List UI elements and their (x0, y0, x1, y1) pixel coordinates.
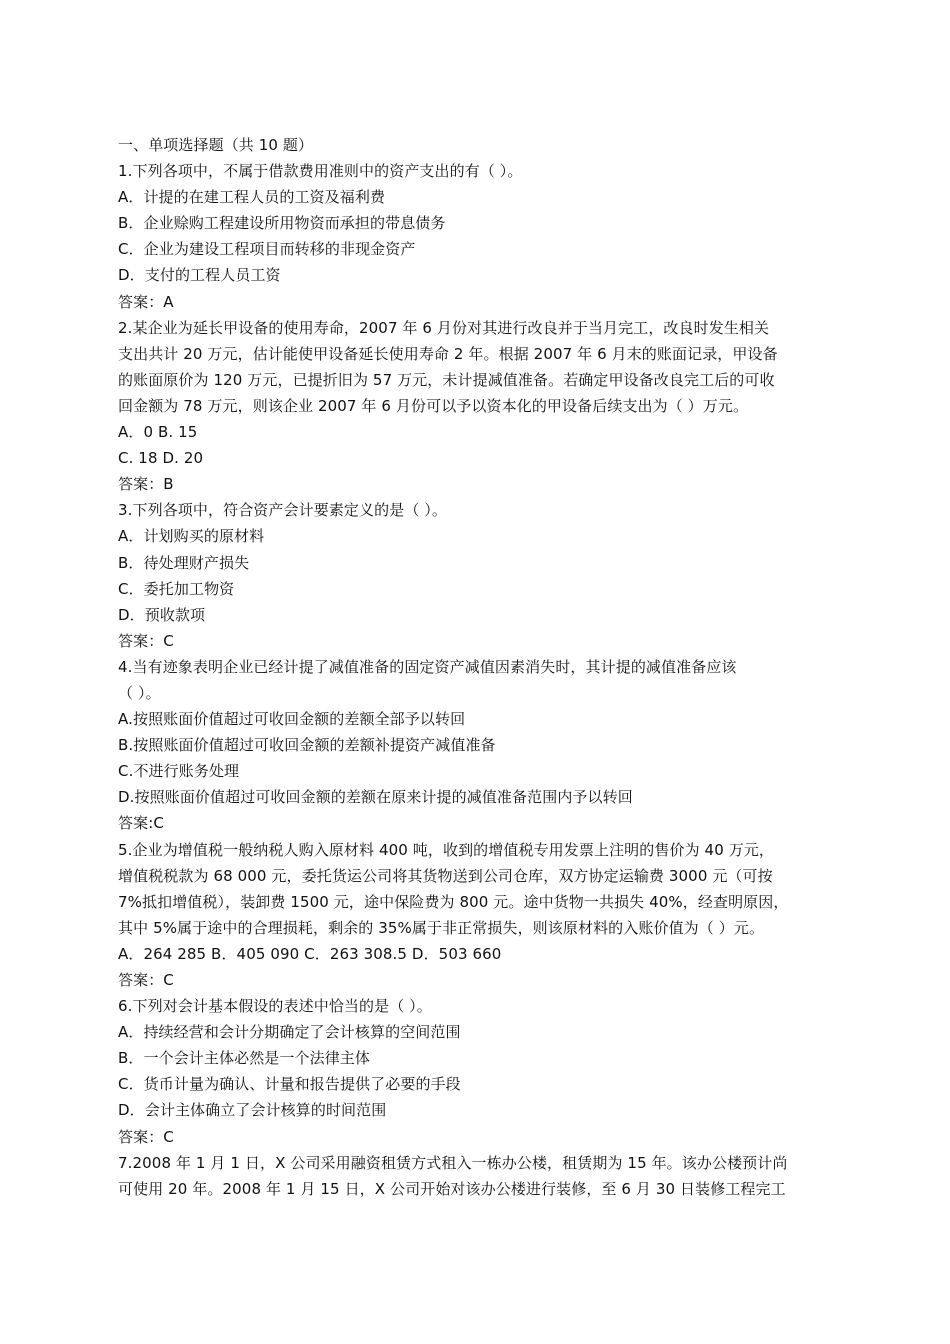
question-text-line: 支出共计 20 万元，估计能使甲设备延长使用寿命 2 年。根据 2007 年 6 月末的账面记录，甲设备 (118, 344, 778, 363)
question-6 (118, 993, 840, 1150)
question-text-line: 可使用 20 年。2008 年 1 月 15 日，X 公司开始对该办公楼进行装修，至 6 月 30 日装修工程完工 (118, 1179, 786, 1198)
question-1 (118, 158, 840, 315)
question-text-line: 1.下列各项中，不属于借款费用准则中的资产支出的有（ ）。 (118, 162, 523, 181)
answer: 答案:C (118, 814, 164, 833)
option-a: A．计划购买的原材料 (118, 527, 265, 546)
answer: 答案：C (118, 631, 174, 650)
question-3 (118, 497, 840, 654)
question-text-line: 回金额为 78 万元，则该企业 2007 年 6 月份可以予以资本化的甲设备后续支出为（ ）万元。 (118, 396, 749, 415)
answer: 答案：C (118, 1127, 174, 1146)
option-d: D.按照账面价值超过可收回金额的差额在原来计提的减值准备范围内予以转回 (118, 788, 633, 807)
question-text-line: 4.当有迹象表明企业已经计提了减值准备的固定资产减值因素消失时，其计提的减值准备应该 (118, 657, 737, 676)
question-text-line: 2.某企业为延长甲设备的使用寿命，2007 年 6 月份对其进行改良并于当月完工，改良时发生相关 (118, 318, 770, 337)
answer: 答案：C (118, 971, 174, 989)
section-title: 一、单项选择题（共 10 题） (118, 136, 314, 154)
question-text-line: 7.2008 年 1 月 1 日，X 公司采用融资租赁方式租入一栋办公楼，租赁期为 15 年。该办公楼预计尚 (118, 1153, 788, 1172)
question-text-line: 7%抵扣增值税），装卸费 1500 元，途中保险费为 800 元。途中货物一共损失 40%，经查明原因， (118, 892, 789, 911)
question-text-line: 3.下列各项中，符合资产会计要素定义的是（ ）。 (118, 501, 447, 520)
option-a: A．计提的在建工程人员的工资及福利费 (118, 188, 386, 207)
question-5 (118, 837, 840, 994)
option-c: C．委托加工物资 (118, 579, 235, 598)
option-b: B．企业赊购工程建设所用物资而承担的带息债务 (118, 214, 446, 233)
option-b: B．一个会计主体必然是一个法律主体 (118, 1049, 370, 1068)
option-d: D．预收款项 (118, 605, 206, 624)
option-c: C．货币计量为确认、计量和报告提供了必要的手段 (118, 1075, 461, 1094)
document-page (118, 132, 840, 1202)
question-text-line: 增值税税款为 68 000 元，委托货运公司将其货物送到公司仓库，双方协定运输费 3000 元（可按 (118, 866, 773, 885)
option-c: C.不进行账务处理 (118, 762, 240, 781)
question-7 (118, 1150, 840, 1202)
answer: 答案：A (118, 292, 174, 311)
question-text-line: 6.下列对会计基本假设的表述中恰当的是（ ）。 (118, 997, 432, 1016)
answer: 答案：B (118, 475, 174, 494)
question-text-line: 其中 5%属于途中的合理损耗，剩余的 35%属于非正常损失，则该原材料的入账价值为（ ）元。 (118, 918, 765, 937)
question-text-line: （ ）。 (118, 683, 161, 702)
option-c: C．企业为建设工程项目而转移的非现金资产 (118, 240, 416, 259)
option-a: A．持续经营和会计分期确定了会计核算的空间范围 (118, 1023, 461, 1042)
option-a: A.按照账面价值超过可收回金额的差额全部予以转回 (118, 710, 466, 729)
option-a-b: A．0 B. 15 (118, 423, 198, 442)
question-4 (118, 654, 840, 837)
question-text-line: 的账面原价为 120 万元，已提折旧为 57 万元，未计提减值准备。若确定甲设备改良完工后的可收 (118, 370, 775, 389)
question-text-line: 5.企业为增值税一般纳税人购入原材料 400 吨，收到的增值税专用发票上注明的售价为 40 万元， (118, 840, 775, 859)
option-b: B．待处理财产损失 (118, 553, 250, 572)
question-2 (118, 315, 840, 498)
option-b: B.按照账面价值超过可收回金额的差额补提资产减值准备 (118, 736, 496, 755)
options-line: A．264 285 B．405 090 C．263 308.5 D．503 660 (118, 944, 502, 963)
option-d: D．会计主体确立了会计核算的时间范围 (118, 1101, 387, 1120)
option-c-d: C. 18 D. 20 (118, 449, 204, 468)
option-d: D．支付的工程人员工资 (118, 266, 281, 285)
